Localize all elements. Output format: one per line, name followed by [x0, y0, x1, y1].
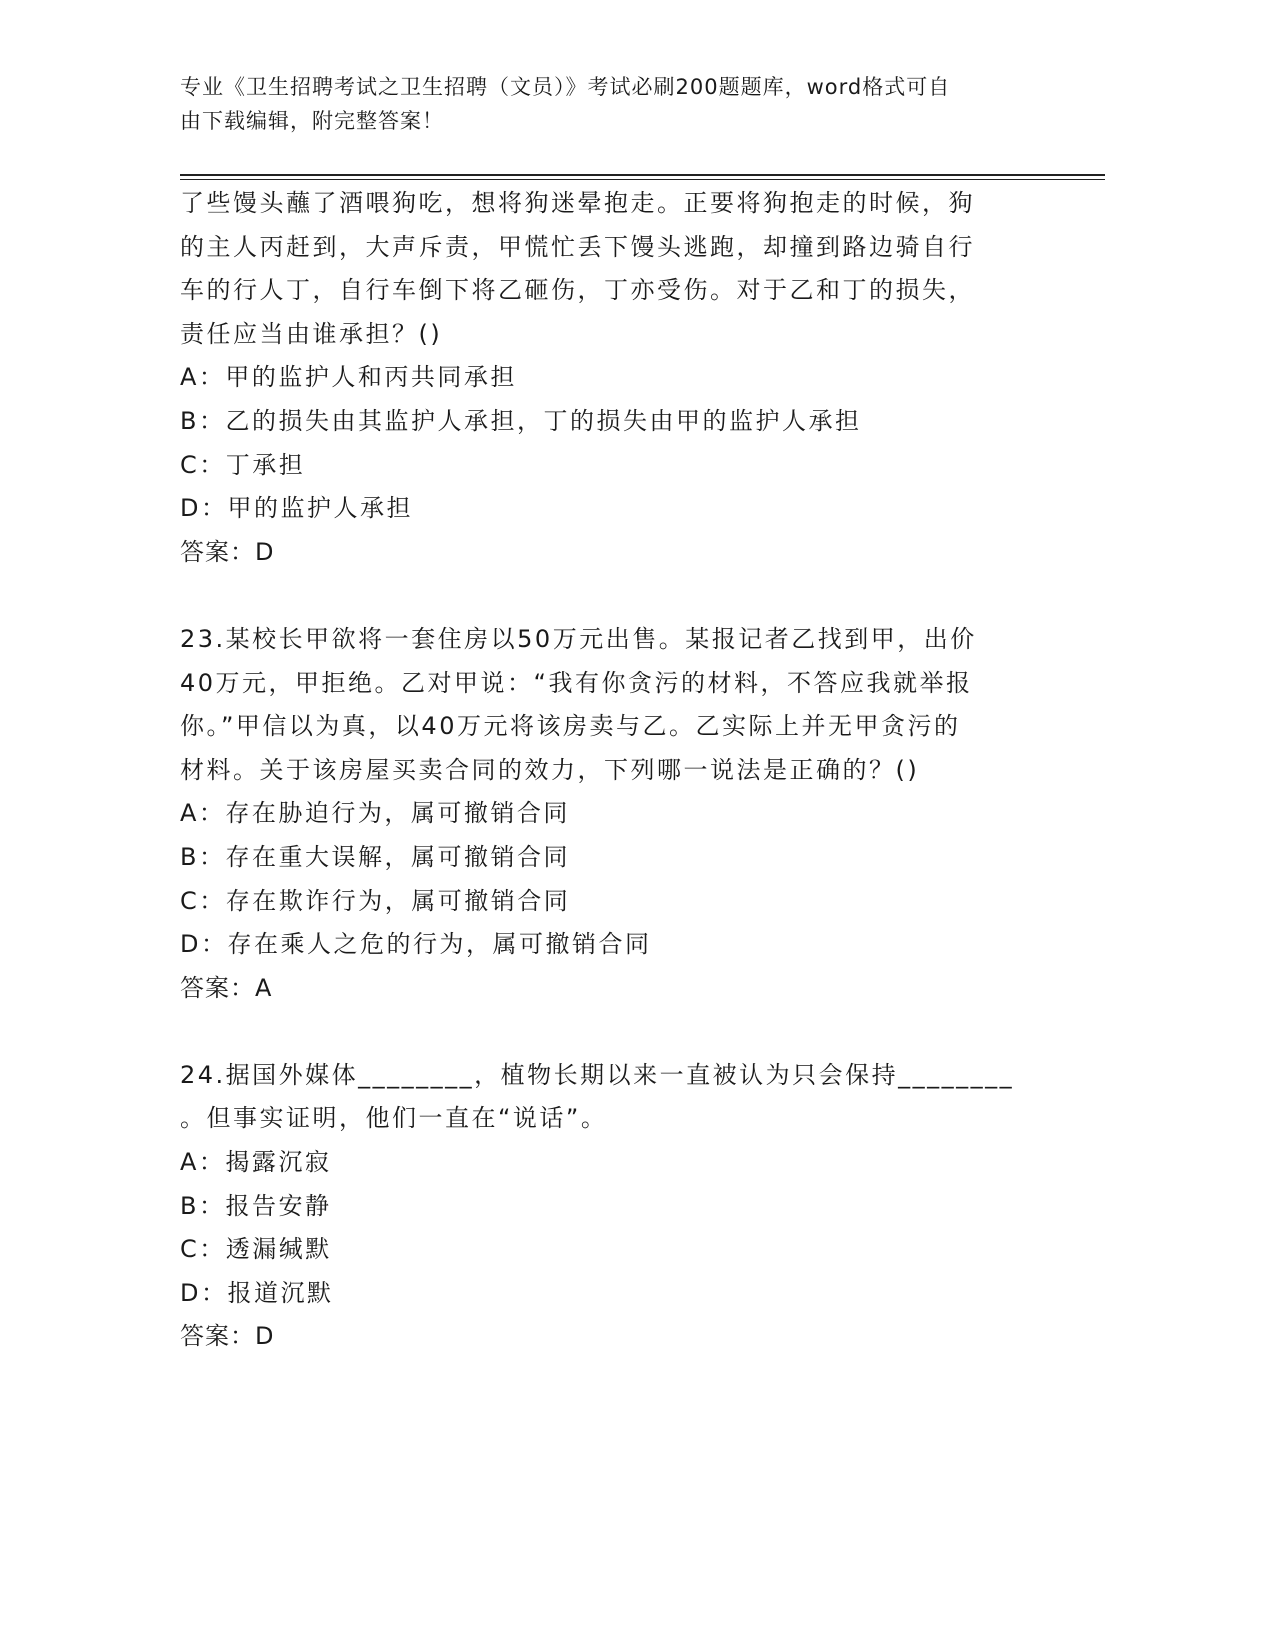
option-d: D：甲的监护人承担	[180, 494, 413, 523]
page-header	[180, 70, 1040, 138]
question-content	[180, 182, 1040, 1359]
option-d: D：存在乘人之危的行为，属可撤销合同	[180, 930, 652, 959]
question-stem-line: 你。”甲信以为真，以40万元将该房卖与乙。乙实际上并无甲贪污的	[180, 712, 961, 741]
question-24	[180, 1054, 1040, 1359]
question-spacer	[180, 1010, 1040, 1054]
question-stem-line: 了些馒头蘸了酒喂狗吃，想将狗迷晕抱走。正要将狗抱走的时候，狗	[180, 189, 975, 217]
question-spacer	[180, 574, 1040, 618]
option-a: A：存在胁迫行为，属可撤销合同	[180, 799, 570, 828]
question-22	[180, 182, 1040, 574]
answer-line: 答案：A	[180, 973, 273, 1002]
header-line-1: 专业《卫生招聘考试之卫生招聘（文员）》考试必刷200题题库，word格式可自	[180, 75, 951, 99]
header-line-2: 由下载编辑，附完整答案！	[180, 109, 444, 133]
option-c: C：透漏缄默	[180, 1235, 332, 1264]
option-a: A：甲的监护人和丙共同承担	[180, 363, 517, 392]
option-b: B：报告安静	[180, 1191, 332, 1220]
option-d: D：报道沉默	[180, 1278, 334, 1307]
option-a: A：揭露沉寂	[180, 1148, 332, 1177]
option-b: B：存在重大误解，属可撤销合同	[180, 842, 570, 871]
question-stem-line: 材料。关于该房屋买卖合同的效力，下列哪一说法是正确的？()	[180, 755, 920, 784]
question-stem-line: 23.某校长甲欲将一套住房以50万元出售。某报记者乙找到甲，出价	[180, 624, 977, 653]
answer-line: 答案：D	[180, 537, 275, 566]
question-stem-line: 车的行人丁，自行车倒下将乙砸伤，丁亦受伤。对于乙和丁的损失，	[180, 276, 975, 305]
question-stem-line: 24.据国外媒体________，植物长期以来一直被认为只会保持________	[180, 1060, 1015, 1089]
option-b: B：乙的损失由其监护人承担，丁的损失由甲的监护人承担	[180, 406, 862, 435]
question-23	[180, 618, 1040, 1010]
option-c: C：存在欺诈行为，属可撤销合同	[180, 886, 571, 915]
question-stem-line: 40万元，甲拒绝。乙对甲说：“我有你贪污的材料，不答应我就举报	[180, 668, 973, 697]
question-stem-line: 的主人丙赶到，大声斥责，甲慌忙丢下馒头逃跑，却撞到路边骑自行	[180, 232, 975, 261]
question-stem-line: 责任应当由谁承担？()	[180, 319, 443, 348]
question-stem-line: 。但事实证明，他们一直在“说话”。	[180, 1104, 608, 1133]
answer-line: 答案：D	[180, 1322, 275, 1351]
header-divider	[180, 174, 1105, 180]
option-c: C：丁承担	[180, 450, 306, 479]
